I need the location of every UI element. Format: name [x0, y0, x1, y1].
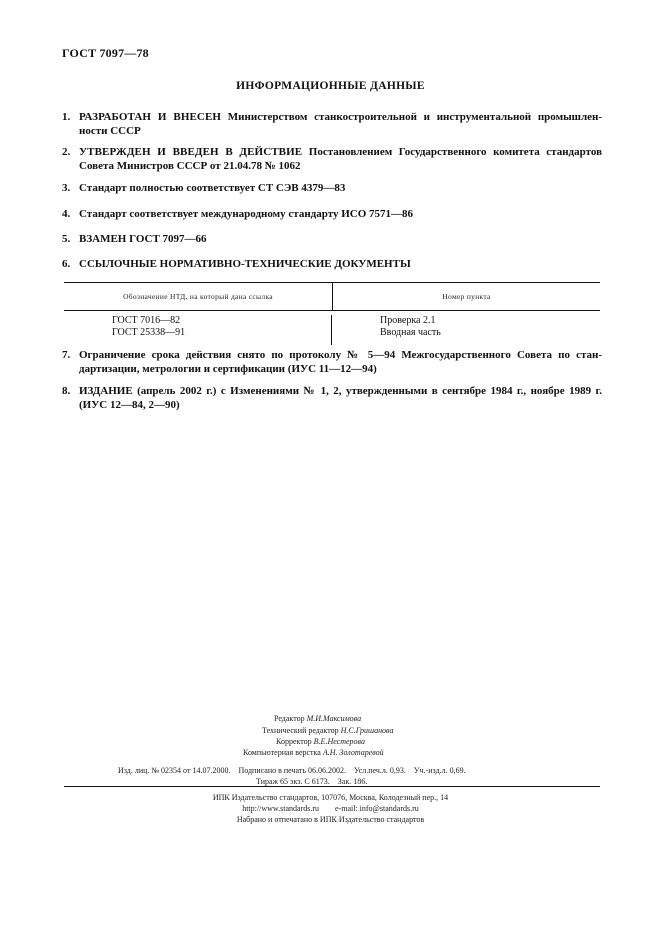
- page-title: ИНФОРМАЦИОННЫЕ ДАННЫЕ: [236, 80, 425, 92]
- table-cell-doc: ГОСТ 25338—91: [112, 327, 186, 338]
- item-text: Стандарт соответствует международному стандарту ИСО 7571—86: [79, 208, 414, 220]
- item-number: 6.: [62, 258, 71, 270]
- table-cell-clause: Вводная часть: [380, 327, 441, 338]
- divider: [64, 786, 600, 787]
- table-body: [64, 311, 600, 345]
- item-text: Ограничение срока действия снято по протоколу № 5—94 Межгосударственного Совета по стан-дартизации, метрологии и сертификации (ИУС 11—12—94): [79, 349, 602, 375]
- list-item-8: [62, 384, 602, 412]
- item-lead: УТВЕРЖДЕН И ВВЕДЕН В ДЕЙСТВИЕ: [79, 146, 303, 158]
- item-lead: РАЗРАБОТАН И ВНЕСЕН: [79, 111, 222, 123]
- publisher-block: [0, 792, 661, 825]
- corrector-name: В.Е.Нестерова: [313, 737, 365, 746]
- layout-label: Компьютерная верстка: [243, 748, 321, 757]
- publisher-contacts: http://www.standards.ru e-mail: info@standards.ru: [242, 804, 419, 813]
- print-details: Изд. лиц. № 02354 от 14.07.2000. Подписано в печать 06.06.2002. Усл.печ.л. 0,93. Уч.-изд.л. 0,69.: [118, 766, 466, 775]
- item-number: 7.: [62, 349, 71, 361]
- item-text: Стандарт полностью соответствует СТ СЭВ 4379—83: [79, 182, 346, 194]
- item-text: Министерством станкостроительной и инструментальной промышлен-ности СССР: [79, 111, 603, 137]
- publisher-address: ИПК Издательство стандартов, 107076, Москва, Колодезный пер., 14: [212, 793, 449, 802]
- table-cell-doc: ГОСТ 7016—82: [112, 315, 181, 326]
- layout-name: А.Н. Золотаревой: [322, 748, 384, 757]
- item-number: 8.: [62, 385, 71, 397]
- col-header-clause: Номер пункта: [442, 292, 491, 301]
- item-number: 3.: [62, 182, 71, 194]
- doc-code: ГОСТ 7097—78: [62, 46, 149, 60]
- item-number: 4.: [62, 208, 71, 220]
- table-cell-clause: Проверка 2.1: [380, 315, 436, 326]
- publisher-print-note: Набрано и отпечатано в ИПК Издательство стандартов: [236, 815, 425, 824]
- print-run: Тираж 65 экз. С 6173. Зак. 186.: [256, 777, 368, 786]
- list-item-5: [62, 232, 602, 246]
- editor-label: Редактор: [274, 714, 305, 723]
- tech-editor-label: Технический редактор: [262, 726, 339, 735]
- tech-editor-name: Н.С.Гришанова: [340, 726, 394, 735]
- list-item-1: [62, 110, 602, 138]
- item-lead: ССЫЛОЧНЫЕ НОРМАТИВНО-ТЕХНИЧЕСКИЕ ДОКУМЕНТЫ: [79, 258, 411, 270]
- item-lead: ВЗАМЕН ГОСТ 7097—66: [79, 233, 207, 245]
- corrector-label: Корректор: [276, 737, 312, 746]
- editor-name: М.И.Максимова: [306, 714, 362, 723]
- list-item-3: [62, 181, 602, 195]
- list-item-7: [62, 348, 602, 376]
- col-header-doc: Обозначение НТД, на который дана ссылка: [64, 283, 333, 310]
- list-item-2: [62, 145, 602, 173]
- item-number: 5.: [62, 233, 71, 245]
- reference-table: [64, 282, 600, 345]
- list-item-6: [62, 257, 602, 271]
- item-text: Постановлением Государственного комитета стандартов Совета Министров СССР от 21.04.78 № 1062: [79, 146, 603, 172]
- item-number: 1.: [62, 111, 71, 123]
- item-text: ИЗДАНИЕ (апрель 2002 г.) с Изменениями № 1, 2, утвержденными в сентябре 1984 г., ноябре 1989 г. (ИУС 12—84, 2—90): [79, 385, 602, 411]
- table-header: [64, 283, 600, 311]
- item-number: 2.: [62, 146, 71, 158]
- list-item-4: [62, 207, 602, 221]
